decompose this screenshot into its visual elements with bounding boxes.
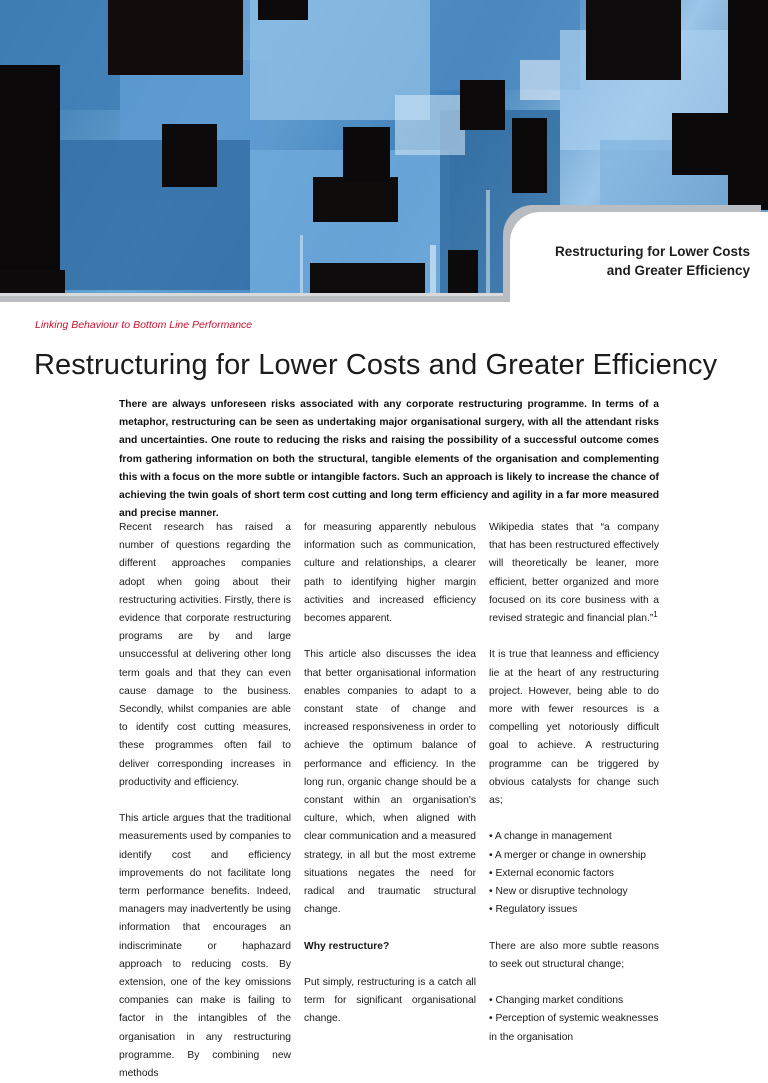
subtle-reasons-list: [489, 992, 659, 1047]
list-item: • A change in management: [489, 831, 612, 843]
lede-paragraph: There are always unforeseen risks associated with any corporate restructuring programme. In terms of a metaphor, restructuring can be seen as undertaking major organisational surgery, with all the attendant risks and uncertainties. One route to reducing the risks and raising the possibility of a successful outcome comes from gathering information on both the structural, tangible elements of the organisation and complementing this with a focus on the more subtle or intangible factors. Such an approach is likely to increase the chance of achieving the twin goals of short term cost cutting and long term efficiency and agility in a far more measured and precise manner.: [119, 399, 659, 520]
list-item: • External economic factors: [489, 867, 614, 879]
footnote-marker: 1: [653, 610, 658, 620]
body-column-2: [304, 519, 476, 1029]
header-tab-title: Restructuring for Lower Costs and Greater Efficiency: [554, 244, 750, 278]
section-heading: Why restructure?: [304, 940, 390, 952]
list-item: • A merger or change in ownership: [489, 849, 647, 861]
body-paragraph: [489, 519, 659, 628]
quote-text: Wikipedia states that “a company that has been restructured effectively will theoretically be leaner, more efficient, better organized and more focused on its core business with a revised strategic and financial plan.”: [489, 522, 659, 625]
catalyst-list: [489, 828, 659, 919]
list-item: • Perception of systemic weaknesses in the organisation: [489, 1013, 659, 1043]
body-paragraph: It is true that leanness and efficiency lie at the heart of any restructuring project. However, being able to do more with fewer resources is a compelling yet notoriously difficult goal to achieve. A restructuring programme can be triggered by obvious catalysts for change such as;: [489, 649, 659, 807]
body-column-3: [489, 519, 659, 1047]
body-paragraph: This article also discusses the idea that better organisational information enables companies to adapt to a constant state of change and increased responsiveness in order to achieve the optimum balance of performance and efficiency. In the long run, organic change should be a constant within an organisation's culture, which, when aligned with clear communication and a measured strategy, in all but the most extreme situations negates the need for radical and traumatic structural change.: [304, 649, 476, 916]
body-paragraph: This article argues that the traditional measurements used by companies to identify cost and efficiency improvements do not facilitate long term performance benefits. Indeed, managers may inadvertently be using information that encourages an indiscriminate or haphazard approach to reducing costs. By extension, one of the key omissions companies can make is failing to factor in the intangibles of the organisation in any restructuring programme. By combining new methods: [119, 813, 291, 1080]
body-paragraph: for measuring apparently nebulous information such as communication, culture and relationships, a clearer path to identifying higher margin activities and increased efficiency becomes apparent.: [304, 522, 476, 625]
body-paragraph: Put simply, restructuring is a catch all term for significant organisational change.: [304, 977, 476, 1025]
list-item: • New or disruptive technology: [489, 886, 628, 898]
header-bottom-band-highlight: [0, 293, 510, 296]
page-title: Restructuring for Lower Costs and Greater Efficiency: [34, 349, 718, 381]
list-item: • Changing market conditions: [489, 995, 624, 1007]
body-paragraph: There are also more subtle reasons to seek out structural change;: [489, 940, 659, 970]
body-column-1: [119, 519, 291, 1083]
body-paragraph: Recent research has raised a number of questions regarding the different approaches companies adopt when going about their restructuring activities. Firstly, there is evidence that corporate restructuring programs are by and large unsuccessful at delivering other long term goals and that they can even cause damage to the business. Secondly, whilst companies are able to identify cost cutting measures, these programmes often fail to deliver corresponding increases in productivity and efficiency.: [119, 522, 291, 788]
list-item: • Regulatory issues: [489, 904, 578, 916]
series-label: Linking Behaviour to Bottom Line Performance: [35, 319, 253, 331]
